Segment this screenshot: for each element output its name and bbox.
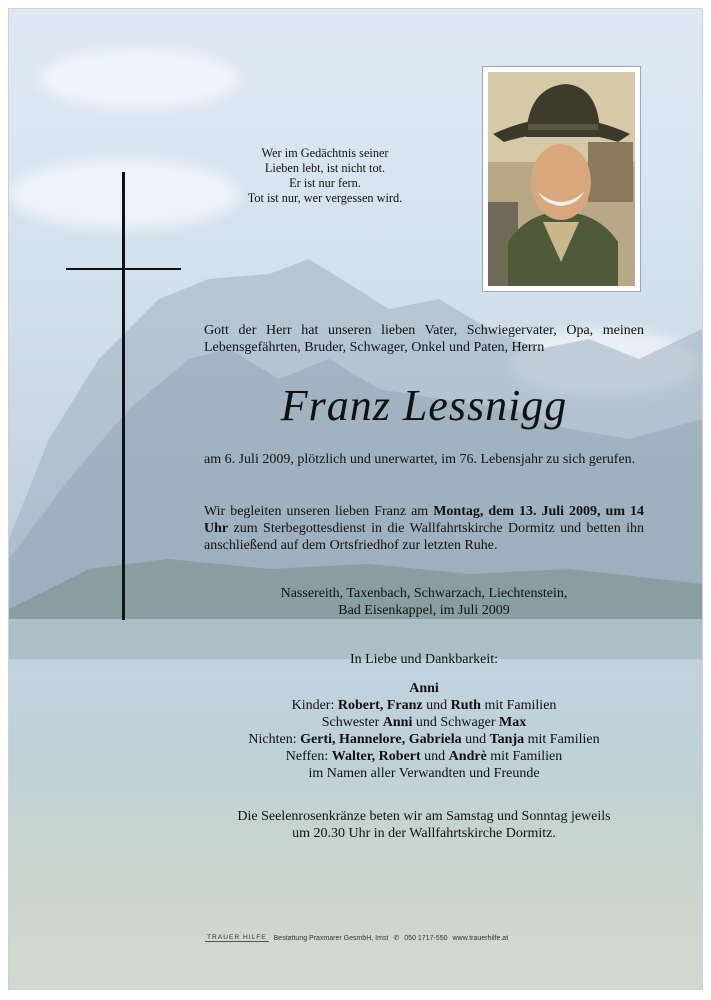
funeral-text: Wir begleiten unseren lieben Franz am: [204, 504, 434, 519]
places-line: Bad Eisenkappel, im Juli 2009: [338, 603, 510, 618]
places-block: [204, 585, 644, 619]
rosary-line: Die Seelenrosenkränze beten wir am Samstag und Sonntag jeweils: [237, 809, 611, 824]
portrait-photo: [482, 66, 641, 292]
quote-line: Tot ist nur, wer vergessen wird.: [247, 191, 403, 205]
cross-icon: [122, 172, 125, 620]
cross-bar: [66, 268, 181, 270]
places-line: Nassereith, Taxenbach, Schwarzach, Liechtenstein,: [280, 586, 568, 601]
website-link[interactable]: www.trauerhilfe.at: [452, 934, 509, 942]
mourner-line: im Namen aller Verwandten und Freunde: [308, 766, 540, 781]
funeral-text: zum Sterbegottesdienst in die Wallfahrtskirche Dormitz und betten ihn anschließend auf dem Ortsfriedhof zur letzten Ruhe.: [204, 521, 644, 553]
mourner-line: Schwester Anni und Schwager Max: [321, 715, 527, 730]
death-notice: am 6. Juli 2009, plötzlich und unerwartet, im 76. Lebensjahr zu sich gerufen.: [204, 452, 636, 467]
quote-line: Wer im Gedächtnis seiner: [261, 146, 389, 160]
rosary-notice: [204, 808, 644, 842]
funeral-home-footer: [205, 928, 509, 948]
mourner-name: Anni: [409, 681, 439, 696]
phone-icon: ✆: [393, 935, 400, 942]
intro-text: Gott der Herr hat unseren lieben Vater, Schwiegervater, Opa, meinen Lebensgefährten, Bruder, Schwager, Onkel und Paten, Herrn: [204, 323, 644, 355]
memorial-quote: [210, 146, 440, 206]
gratitude-line: In Liebe und Dankbarkeit:: [349, 652, 499, 667]
company-name: Bestattung Praxmarer GesmbH, Imst: [273, 934, 389, 942]
mourner-line: [204, 680, 644, 697]
trauerhilfe-logo: TRAUER HILFE: [207, 934, 267, 941]
mourners-list: [204, 680, 644, 782]
quote-line: Lieben lebt, ist nicht tot.: [264, 161, 386, 175]
quote-line: Er ist nur fern.: [289, 176, 361, 190]
mourner-line: Nichten: Gerti, Hannelore, Gabriela und Tanja mit Familien: [248, 732, 600, 747]
mourner-line: Neffen: Walter, Robert und Andrè mit Familien: [285, 749, 563, 764]
funeral-notice: [204, 503, 644, 554]
deceased-name: Franz Lessnigg: [280, 381, 568, 430]
rosary-line: um 20.30 Uhr in der Wallfahrtskirche Dormitz.: [292, 826, 556, 841]
mourner-line: Kinder: Robert, Franz und Ruth mit Familien: [291, 698, 557, 713]
phone-number: 050 1717-550: [404, 934, 448, 942]
funeral-date: Montag, dem 13. Juli 2009, um 14 Uhr: [204, 504, 644, 536]
